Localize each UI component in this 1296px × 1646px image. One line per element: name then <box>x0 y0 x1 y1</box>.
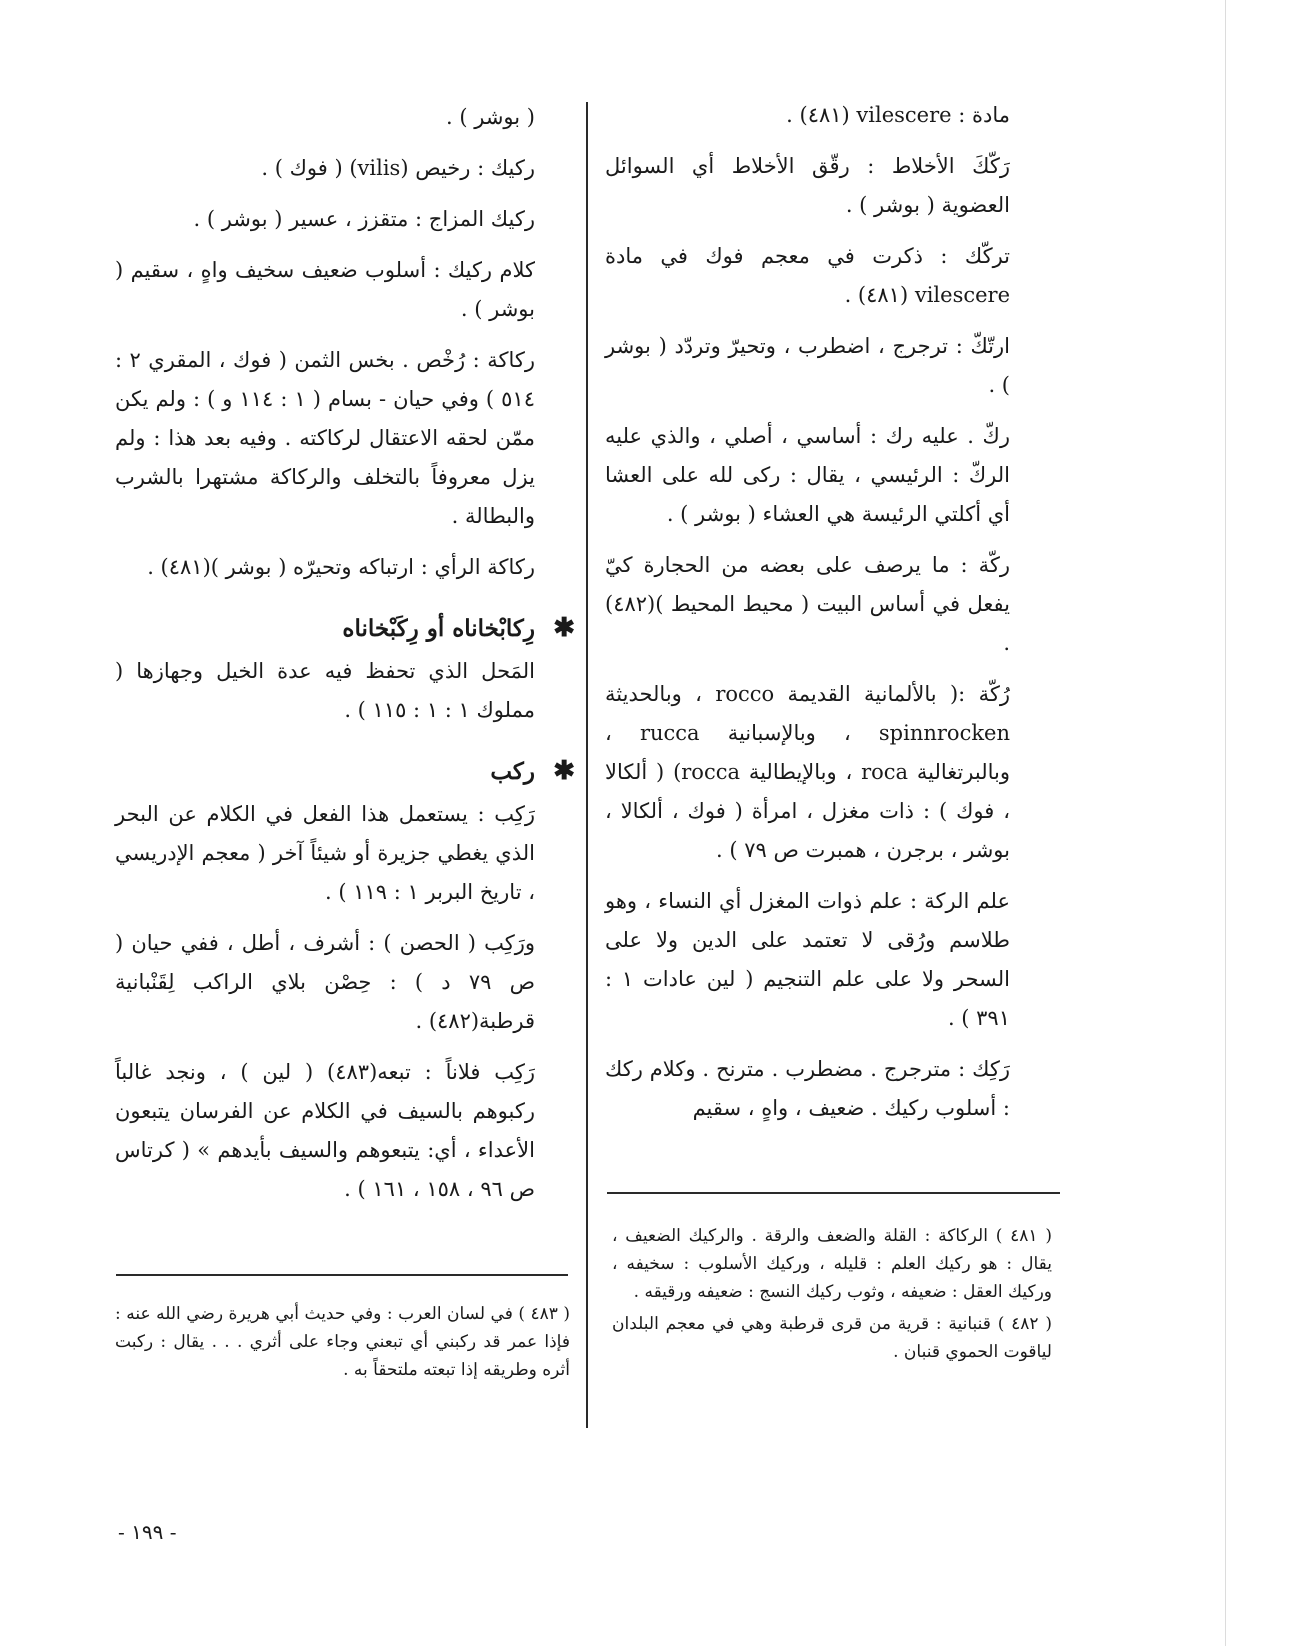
right-para-1: مادة : vilescere (٤٨١) . <box>786 103 1010 127</box>
left-para-1: ( بوشر ) . <box>446 105 535 129</box>
entry-heading-text: رِكابْخاناه أو رِكَبْخاناه <box>342 615 535 642</box>
right-column <box>605 96 1010 1140</box>
right-para-4: ارتّكّ : ترجرج ، اضطرب ، وتحيرّ وتردّد ( بوشر ) . <box>605 334 1010 397</box>
entry-body-rkabkhanah: المَحل الذي تحفظ فيه عدة الخيل وجهازها ( مملوك ١ : ١ : ١١٥ ) . <box>115 659 535 722</box>
entry-rkb-para-2: ورَكِب ( الحصن ) : أشرف ، أطل ، ففي حيان ( ص ٧٩ د ) : حِصْن بلاي الراكب لِقَنْبانية قرطبة(٤٨٢) . <box>115 931 535 1033</box>
footnotes-right <box>612 1222 1052 1370</box>
page-number: - ١٩٩ - <box>118 1520 177 1544</box>
entry-rkb-para-1: رَكِب : يستعمل هذا الفعل في الكلام عن البحر الذي يغطي جزيرة أو شيئاً آخر ( معجم الإدريسي ، تاريخ البربر ١ : ١١٩ ) . <box>115 802 535 904</box>
entry-heading-text: ركب <box>490 758 535 785</box>
column-divider <box>586 102 588 1428</box>
right-para-3: تركّك : ذكرت في معجم فوك في مادة vilescere (٤٨١) . <box>605 244 1010 307</box>
right-para-5: ركّ . عليه رك : أساسي ، أصلي ، والذي عليه الركّ : الرئيسي ، يقال : ركى لله على العشا أي أكلتي الرئيسة هي العشاء ( بوشر ) . <box>605 424 1010 526</box>
right-para-9: رَكِك : مترجرج . مضطرب . مترنح . وكلام ركك : أسلوب ركيك . ضعيف ، واهٍ ، سقيم <box>605 1057 1010 1120</box>
left-para-3: ركيك المزاج : متقزز ، عسير ( بوشر ) . <box>193 207 535 231</box>
footnotes-left <box>115 1300 570 1388</box>
footnote-rule-left <box>116 1274 568 1276</box>
left-para-5: ركاكة : رُخْص . بخس الثمن ( فوك ، المقري ٢ : ٥١٤ ) وفي حيان - بسام ( ١ : ١١٤ و ) : ولم يكن ممّن لحقه الاعتقال لركاكته . وفيه بعد هذا : ولم يزل معروفاً بالتخلف والركاكة مشتهرا بالشرب والبطالة . <box>115 348 535 528</box>
left-para-4: كلام ركيك : أسلوب ضعيف سخيف واهٍ ، سقيم ( بوشر ) . <box>115 258 535 321</box>
left-column <box>115 98 575 1221</box>
right-para-8: علم الركة : علم ذوات المغزل أي النساء ، وهو طلاسم ورُقى لا تعتمد على الدين ولا على السحر ولا على علم التنجيم ( لين عادات ١ : ٣٩١ ) . <box>605 889 1010 1030</box>
footnote-rule-right <box>607 1192 1060 1194</box>
left-para-2: ركيك : رخيص (vilis) ( فوك ) . <box>261 156 535 180</box>
scan-margin-line <box>1225 0 1226 1646</box>
entry-star-icon: ✱ <box>553 756 575 786</box>
entry-star-icon: ✱ <box>553 613 575 643</box>
left-para-6: ركاكة الرأي : ارتباكه وتحيرّه ( بوشر )(٤٨١) . <box>147 555 535 579</box>
footnote-482: ( ٤٨٢ ) قنبانية : قرية من قرى قرطبة وهي في معجم البلدان لياقوت الحموي قنبان . <box>612 1314 1052 1362</box>
right-para-6: ركّة : ما يرصف على بعضه من الحجارة كيّ يفعل في أساس البيت ( محيط المحيط )(٤٨٢) . <box>605 553 1010 655</box>
entry-heading-rkb <box>115 752 575 791</box>
right-para-2: رَكّكَ الأخلاط : رقّق الأخلاط أي السوائل العضوية ( بوشر ) . <box>605 154 1010 217</box>
entry-heading-rkabkhanah <box>115 609 575 648</box>
footnote-483: ( ٤٨٣ ) في لسان العرب : وفي حديث أبي هريرة رضي الله عنه : فإذا عمر قد ركبني أي تبعني وجاء على أثري . . . يقال : ركبت أثره وطريقه إذا تبعته ملتحقاً به . <box>115 1304 570 1380</box>
footnote-481: ( ٤٨١ ) الركاكة : القلة والضعف والرقة . والركيك الضعيف ، يقال : هو ركيك العلم : قليله ، وركيك الأسلوب : سخيفه ، وركيك العقل : ضعيفه ، وثوب ركيك النسج : ضعيفه ورقيقه . <box>612 1226 1052 1302</box>
entry-rkb-para-3: رَكِب فلاناً : تبعه(٤٨٣) ( لين ) ، ونجد غالباً ركبوهم بالسيف في الكلام عن الفرسان يتبعون الأعداء ، أي: يتبعوهم والسيف بأيدهم » ( كرتاس ص ٩٦ ، ١٥٨ ، ١٦١ ) . <box>115 1060 535 1201</box>
right-para-7: رُكّة :( بالألمانية القديمة rocco ، وبالحديثة spinnrocken ، وبالإسبانية rucca ، وبالبرتغالية roca ، وبالإيطالية rocca) ( ألكالا ، فوك ) : ذات مغزل ، امرأة ( فوك ، ألكالا ، بوشر ، برجرن ، همبرت ص ٧٩ ) . <box>605 682 1011 862</box>
